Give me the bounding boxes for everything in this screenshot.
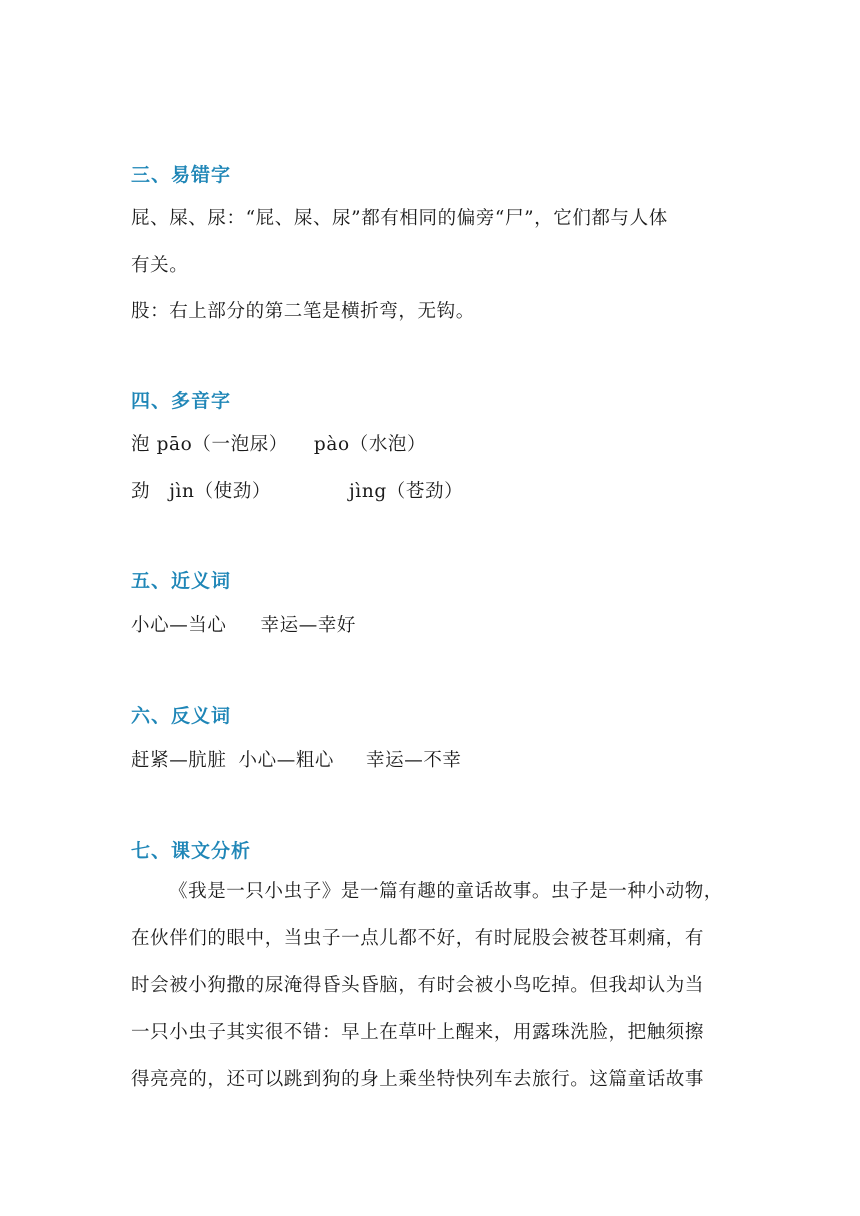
antonym-item-3: 幸运—不幸	[366, 750, 462, 771]
paragraph-line-4: 一只小虫子其实很不错：早上在草叶上醒来，用露珠洗脸，把触须擦	[131, 1022, 705, 1043]
section-heading-7: 七、课文分析	[131, 840, 252, 862]
polyphone-row-1	[131, 430, 426, 456]
polyphone-pao4: pào（水泡）	[313, 434, 427, 455]
paragraph-line-2: 在伙伴们的眼中，当虫子一点儿都不好，有时屁股会被苍耳刺痛，有	[131, 928, 705, 949]
section-heading-5: 五、近义词	[131, 570, 232, 592]
antonym-item-1: 赶紧—肮脏	[131, 750, 227, 771]
polyphone-row-2	[131, 477, 463, 503]
synonym-item-1: 小心—当心	[131, 615, 227, 636]
paragraph-line-1: 《我是一只小虫子》是一篇有趣的童话故事。虫子是一种小动物，	[169, 881, 723, 902]
polyphone-jing4: jìng（苍劲）	[348, 481, 464, 502]
synonym-row	[131, 611, 356, 637]
paragraph-line-3: 时会被小狗撒的尿淹得昏头昏脑，有时会被小鸟吃掉。但我却认为当	[131, 975, 705, 996]
text-analysis-paragraph	[131, 868, 731, 1103]
antonym-item-2: 小心—粗心	[238, 750, 335, 771]
polyphone-pao1: 泡 pāo（一泡尿）	[131, 434, 288, 455]
antonym-row	[131, 746, 462, 772]
section-heading-6: 六、反义词	[131, 705, 232, 727]
polyphone-jin4: 劲 jìn（使劲）	[131, 481, 271, 502]
paragraph-line-5: 得亮亮的，还可以跳到狗的身上乘坐特快列车去旅行。这篇童话故事	[131, 1069, 705, 1090]
section-heading-4: 四、多音字	[131, 390, 232, 412]
error-prone-line-1: 屁、屎、尿：“屁、屎、尿”都有相同的偏旁“尸”，它们都与人体	[131, 208, 668, 229]
error-prone-line-3: 股：右上部分的第二笔是横折弯，无钩。	[131, 301, 475, 322]
synonym-item-2: 幸运—幸好	[260, 615, 357, 636]
section-heading-3: 三、易错字	[131, 164, 232, 186]
error-prone-line-2: 有关。	[131, 255, 189, 276]
